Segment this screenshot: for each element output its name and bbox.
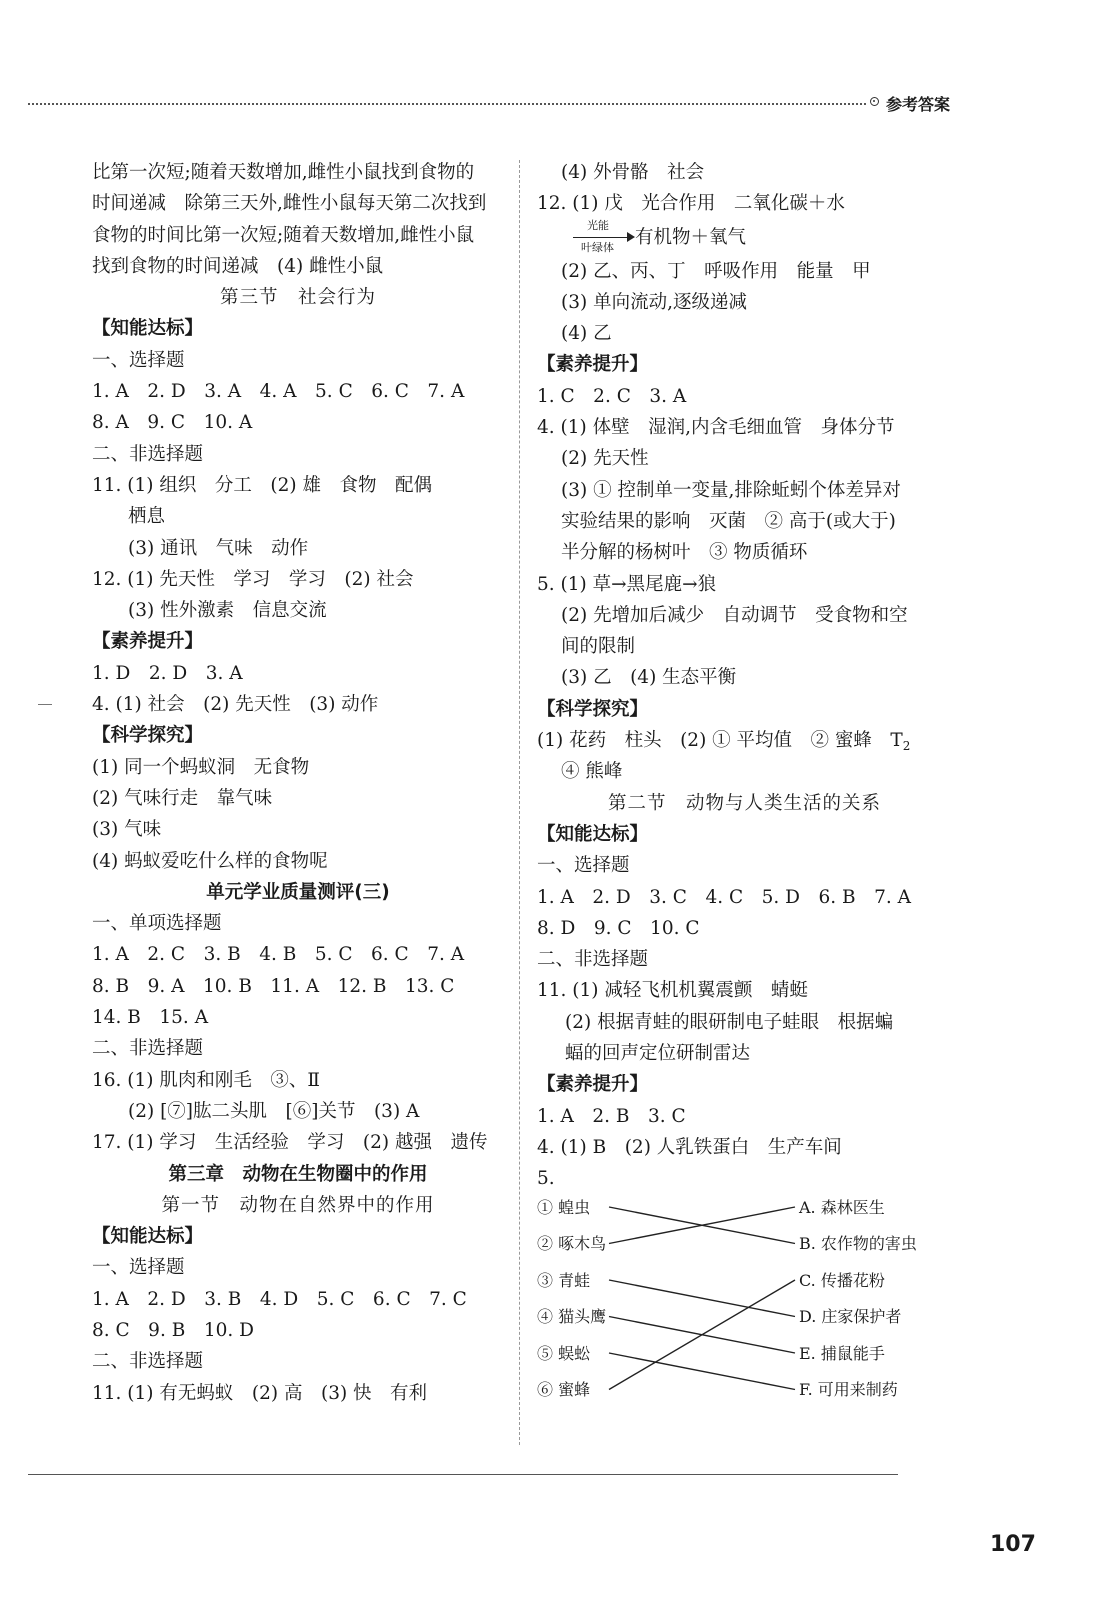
subsection-heading: 【知能达标】 (537, 823, 649, 845)
match-right-item: D. 庄家保护者 (799, 1307, 902, 1326)
answer-line: 半分解的杨树叶 ③ 物质循环 (561, 542, 808, 564)
subscript: 2 (902, 739, 911, 754)
arrow-right-icon (627, 232, 635, 242)
answer-line: 16. (1) 肌肉和刚毛 ③、Ⅱ (92, 1069, 320, 1091)
answer-line: (3) 单向流动,逐级递减 (561, 291, 747, 313)
match-connector-line (609, 1280, 795, 1317)
answer-line: 实验结果的影响 灭菌 ② 高于(或大于) (561, 510, 896, 532)
question-type: 二、非选择题 (92, 1038, 204, 1060)
question-type: 二、非选择题 (92, 443, 204, 465)
right-column (537, 157, 952, 1417)
arrow-shaft (573, 237, 631, 238)
photosynthesis-formula (537, 220, 952, 256)
answer-line (537, 725, 952, 756)
match-connector-line (609, 1280, 795, 1390)
answer-line: (2) 气味行走 靠气味 (92, 787, 273, 809)
match-right-item: B. 农作物的害虫 (799, 1234, 917, 1253)
match-left-item: ⑥ 蜜蜂 (537, 1380, 591, 1399)
question-type: 二、非选择题 (537, 949, 649, 971)
section-title: 第三节 社会行为 (219, 287, 376, 309)
answer-line: 11. (1) 减轻飞机机翼震颤 蜻蜓 (537, 980, 808, 1002)
answer-line: 8. D 9. C 10. C (537, 917, 700, 939)
answer-line: 1. C 2. C 3. A (537, 385, 687, 407)
answer-line: (1) 同一个蚂蚁洞 无食物 (92, 756, 310, 778)
question-type: 一、选择题 (537, 855, 630, 877)
chapter-title: 第三章 动物在生物圈中的作用 (168, 1163, 428, 1185)
match-connector-line (609, 1353, 795, 1390)
match-right-item: F. 可用来制药 (799, 1380, 898, 1399)
question-type: 一、单项选择题 (92, 913, 222, 935)
answer-line: 蝠的回声定位研制雷达 (565, 1043, 751, 1065)
match-left-item: ⑤ 蜈蚣 (537, 1343, 591, 1363)
answer-line: (2) 先天性 (561, 448, 649, 470)
answer-line: 12. (1) 先天性 学习 学习 (2) 社会 (92, 568, 414, 590)
answer-line: (2) [⑦]肱二头肌 [⑥]关节 (3) A (128, 1100, 420, 1122)
answer-line: 4. (1) 体壁 湿润,内含毛细血管 身体分节 (537, 417, 895, 439)
unit-test-title: 单元学业质量测评(三) (206, 881, 390, 903)
intro-line: 时间递减 除第三天外,雌性小鼠每天第二次找到 (92, 193, 487, 215)
left-column (92, 157, 504, 1409)
question-type: 一、选择题 (92, 349, 185, 371)
subsection-heading: 【知能达标】 (92, 318, 204, 340)
intro-line: 比第一次短;随着天数增加,雌性小鼠找到食物的 (92, 162, 475, 183)
answer-line: 5. (1) 草→黑尾鹿→狼 (537, 573, 717, 595)
match-right-item: A. 森林医生 (799, 1197, 885, 1217)
intro-line: 食物的时间比第一次短;随着天数增加,雌性小鼠 (92, 224, 475, 246)
answer-line: 4. (1) 社会 (2) 先天性 (3) 动作 (92, 694, 379, 716)
answer-line: 栖息 (128, 506, 166, 528)
column-divider (519, 160, 520, 1445)
answer-line: 12. (1) 戊 光合作用 二氧化碳＋水 (537, 193, 845, 215)
answer-line: (4) 外骨骼 社会 (561, 162, 705, 183)
section-title: 第一节 动物在自然界中的作用 (161, 1194, 435, 1216)
answer-line: 1. A 2. C 3. B 4. B 5. C 6. C 7. A (92, 944, 465, 966)
answer-line: 1. A 2. D 3. B 4. D 5. C 6. C 7. C (92, 1288, 467, 1310)
arrow-condition-bottom: 叶绿体 (581, 240, 614, 254)
question-type: 二、非选择题 (92, 1351, 204, 1373)
answer-line: (4) 蚂蚁爱吃什么样的食物呢 (92, 850, 328, 872)
answer-line: 14. B 15. A (92, 1007, 209, 1029)
intro-line: 找到食物的时间递减 (4) 雌性小鼠 (92, 255, 384, 277)
answer-line: 1. D 2. D 3. A (92, 662, 243, 684)
formula-product: 有机物＋氧气 (635, 226, 747, 248)
header-dotted-rule (28, 103, 866, 105)
page-number: 107 (990, 1532, 1036, 1557)
subsection-heading: 【知能达标】 (92, 1226, 204, 1248)
subsection-heading: 【素养提升】 (92, 631, 204, 653)
answer-line: 17. (1) 学习 生活经验 学习 (2) 越强 遗传 (92, 1132, 488, 1154)
subsection-heading: 【科学探究】 (92, 725, 204, 747)
answer-line: 11. (1) 有无蚂蚁 (2) 高 (3) 快 有利 (92, 1382, 428, 1404)
answer-line: (2) 根据青蛙的眼研制电子蛙眼 根据蝙 (565, 1011, 894, 1033)
answer-line: 4. (1) B (2) 人乳铁蛋白 生产车间 (537, 1136, 842, 1158)
match-left-item: ③ 青蛙 (537, 1270, 591, 1290)
answer-line: (3) 性外激素 信息交流 (128, 600, 327, 622)
section-title: 第二节 动物与人类生活的关系 (607, 792, 881, 814)
answer-line: (4) 乙 (561, 323, 612, 345)
margin-mark (38, 704, 52, 705)
answer-line: 5. (537, 1168, 555, 1190)
subsection-heading: 【科学探究】 (537, 698, 649, 720)
question-type: 一、选择题 (92, 1257, 185, 1279)
match-right-item: C. 传播花粉 (799, 1270, 885, 1290)
match-left-item: ② 啄木鸟 (537, 1234, 607, 1253)
footer-rule (28, 1474, 898, 1475)
answer-line: 8. A 9. C 10. A (92, 412, 253, 434)
answer-line: 8. B 9. A 10. B 11. A 12. B 13. C (92, 975, 455, 997)
answer-line: 11. (1) 组织 分工 (2) 雄 食物 配偶 (92, 474, 432, 496)
answer-line: (3) 通讯 气味 动作 (128, 537, 309, 559)
match-right-item: E. 捕鼠能手 (799, 1343, 885, 1363)
arrow-condition-top: 光能 (587, 218, 609, 232)
answer-line: 1. A 2. B 3. C (537, 1105, 686, 1127)
match-left-item: ④ 猫头鹰 (537, 1307, 607, 1326)
answer-line: (3) 气味 (92, 819, 162, 841)
reaction-arrow (573, 220, 635, 256)
answer-line: ④ 熊峰 (561, 761, 623, 783)
header-label: 参考答案 (886, 95, 951, 114)
subsection-heading: 【素养提升】 (537, 1074, 649, 1096)
answer-line: 8. C 9. B 10. D (92, 1319, 254, 1341)
answer-line: 1. A 2. D 3. A 4. A 5. C 6. C 7. A (92, 381, 465, 403)
answer-text: (1) 花药 柱头 (2) ① 平均值 ② 蜜蜂 T (537, 730, 903, 752)
answer-line: (3) 乙 (4) 生态平衡 (561, 667, 737, 689)
header-bullet-icon (870, 97, 879, 106)
answer-line: 间的限制 (561, 636, 636, 658)
answer-line: (3) ① 控制单一变量,排除蚯蚓个体差异对 (561, 479, 901, 501)
answer-line: (2) 乙、丙、丁 呼吸作用 能量 甲 (561, 260, 871, 282)
answer-line: (2) 先增加后减少 自动调节 受食物和空 (561, 604, 908, 626)
match-left-item: ① 蝗虫 (537, 1197, 591, 1217)
matching-diagram (537, 1195, 952, 1417)
answer-line: 1. A 2. D 3. C 4. C 5. D 6. B 7. A (537, 886, 912, 908)
subsection-heading: 【素养提升】 (537, 354, 649, 376)
